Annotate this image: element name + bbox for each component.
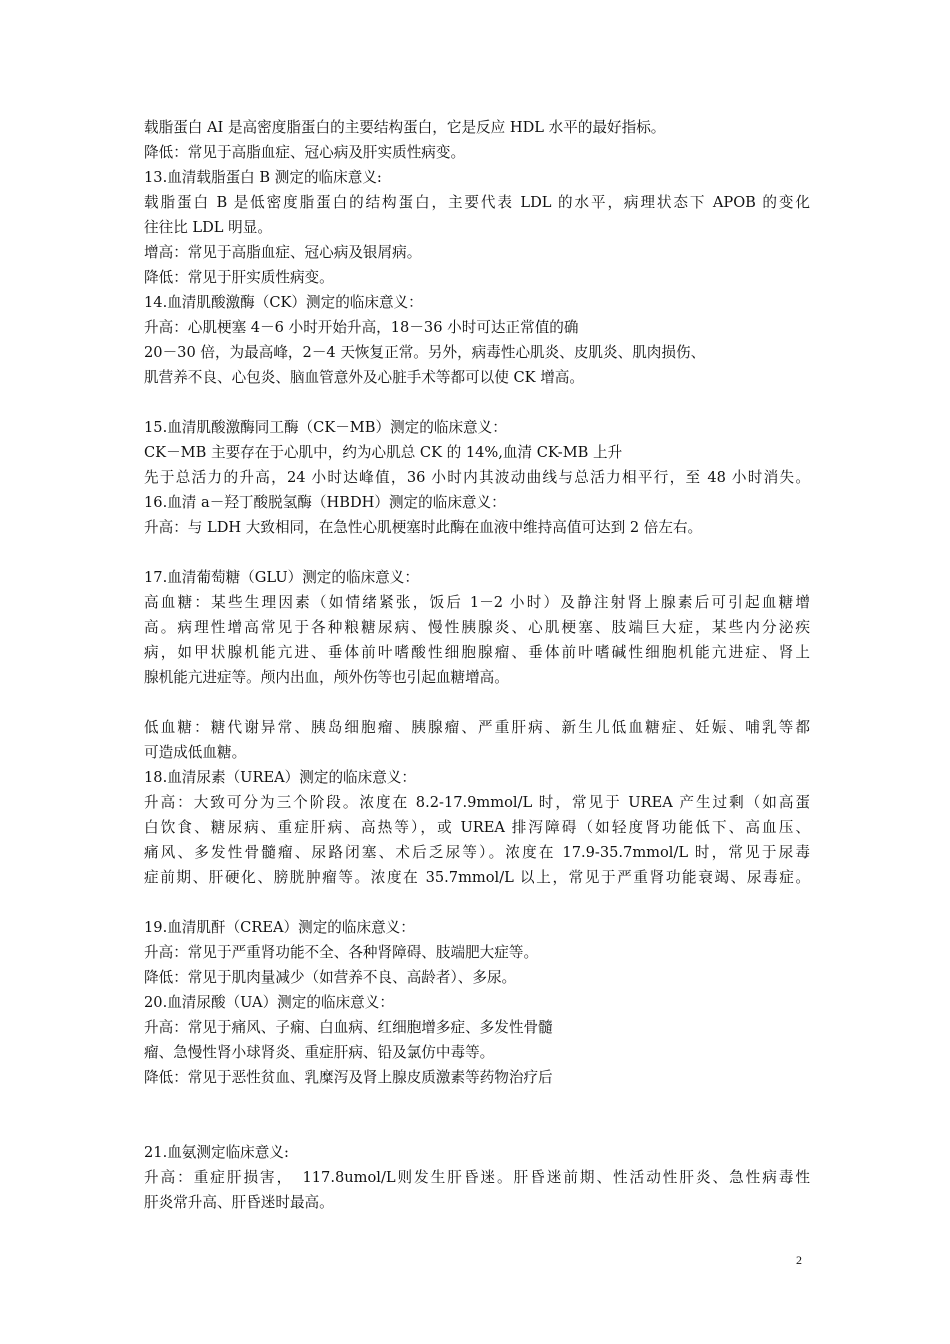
text-line: 低血糖：糖代谢异常、胰岛细胞瘤、胰腺瘤、严重肝病、新生儿低血糖症、妊娠、哺乳等都 <box>144 719 810 736</box>
heading-20: 20.血清尿酸（UA）测定的临床意义： <box>144 994 394 1011</box>
heading-17: 17.血清葡萄糖（GLU）测定的临床意义： <box>144 569 419 586</box>
text-line: 升高：与 LDH 大致相同，在急性心肌梗塞时此酶在血液中维持高值可达到 2 倍左右。 <box>144 519 703 536</box>
text-line: 降低：常见于肌肉量减少（如营养不良、高龄者）、多尿。 <box>144 969 517 986</box>
heading-19: 19.血清肌酐（CREA）测定的临床意义： <box>144 919 415 936</box>
heading-16: 16.血清 a－羟丁酸脱氢酶（HBDH）测定的临床意义： <box>144 494 506 511</box>
text-line: 升高：常见于痛风、子痫、白血病、红细胞增多症、多发性骨髓 <box>144 1019 553 1036</box>
heading-21: 21.血氨测定临床意义: <box>144 1144 289 1161</box>
text-line: 20－30 倍，为最高峰，2－4 天恢复正常。另外，病毒性心肌炎、皮肌炎、肌肉损伤、 <box>144 344 706 361</box>
text-line: 可造成低血糖。 <box>144 744 247 761</box>
text-line: 载脂蛋白 B 是低密度脂蛋白的结构蛋白，主要代表 LDL 的水平，病理状态下 APOB 的变化 <box>144 194 810 211</box>
heading-14: 14.血清肌酸激酶（CK）测定的临床意义： <box>144 294 423 311</box>
text-line: 升高：重症肝损害， 117.8umol/L则发生肝昏迷。肝昏迷前期、性活动性肝炎、急性病毒性 <box>144 1169 810 1186</box>
text-line: 肌营养不良、心包炎、脑血管意外及心脏手术等都可以使 CK 增高。 <box>144 369 584 386</box>
text-line: 病，如甲状腺机能亢进、垂体前叶嗜酸性细胞腺瘤、垂体前叶嗜碱性细胞机能亢进症、肾上 <box>144 644 810 661</box>
heading-15: 15.血清肌酸激酶同工酶（CK－MB）测定的临床意义： <box>144 419 507 436</box>
text-line: 升高：大致可分为三个阶段。浓度在 8.2-17.9mmol/L 时，常见于 UREA 产生过剩（如高蛋 <box>144 794 810 811</box>
text-line: 肝炎常升高、肝昏迷时最高。 <box>144 1194 334 1211</box>
text-line: 降低：常见于高脂血症、冠心病及肝实质性病变。 <box>144 144 466 161</box>
text-line: 增高：常见于高脂血症、冠心病及银屑病。 <box>144 244 422 261</box>
page-number: 2 <box>796 1253 802 1267</box>
text-line: 高。病理性增高常见于各种粮糖尿病、慢性胰腺炎、心肌梗塞、肢端巨大症，某些内分泌疾 <box>144 619 810 636</box>
text-line: 降低：常见于肝实质性病变。 <box>144 269 334 286</box>
text-line: CK－MB 主要存在于心肌中，约为心肌总 CK 的 14%,血清 CK-MB 上升 <box>144 444 623 461</box>
text-line: 载脂蛋白 AI 是高密度脂蛋白的主要结构蛋白，它是反应 HDL 水平的最好指标。 <box>144 119 666 136</box>
text-line: 高血糖：某些生理因素（如情绪紧张，饭后 1－2 小时）及静注射肾上腺素后可引起血糖增 <box>144 594 810 611</box>
text-line: 升高：常见于严重肾功能不全、各种肾障碍、肢端肥大症等。 <box>144 944 539 961</box>
text-line: 瘤、急慢性肾小球肾炎、重症肝病、铅及氯仿中毒等。 <box>144 1044 495 1061</box>
text-line: 症前期、肝硬化、膀胱肿瘤等。浓度在 35.7mmol/L 以上，常见于严重肾功能衰竭、尿毒症。 <box>144 869 810 886</box>
text-line: 腺机能亢进症等。颅内出血，颅外伤等也引起血糖增高。 <box>144 669 509 686</box>
heading-18: 18.血清尿素（UREA）测定的临床意义： <box>144 769 417 786</box>
text-line: 往往比 LDL 明显。 <box>144 219 272 236</box>
text-line: 白饮食、糖尿病、重症肝病、高热等），或 UREA 排泻障碍（如轻度肾功能低下、高血压、 <box>144 819 810 836</box>
text-line: 升高：心肌梗塞 4－6 小时开始升高，18－36 小时可达正常值的确 <box>144 319 579 336</box>
heading-13: 13.血清载脂蛋白 B 测定的临床意义: <box>144 169 382 186</box>
text-line: 先于总活力的升高，24 小时达峰值，36 小时内其波动曲线与总活力相平行，至 48 小时消失。 <box>144 469 810 486</box>
text-line: 痛风、多发性骨髓瘤、尿路闭塞、术后乏尿等）。浓度在 17.9-35.7mmol/L 时，常见于尿毒 <box>144 844 810 861</box>
text-line: 降低：常见于恶性贫血、乳糜泻及肾上腺皮质激素等药物治疗后 <box>144 1069 553 1086</box>
